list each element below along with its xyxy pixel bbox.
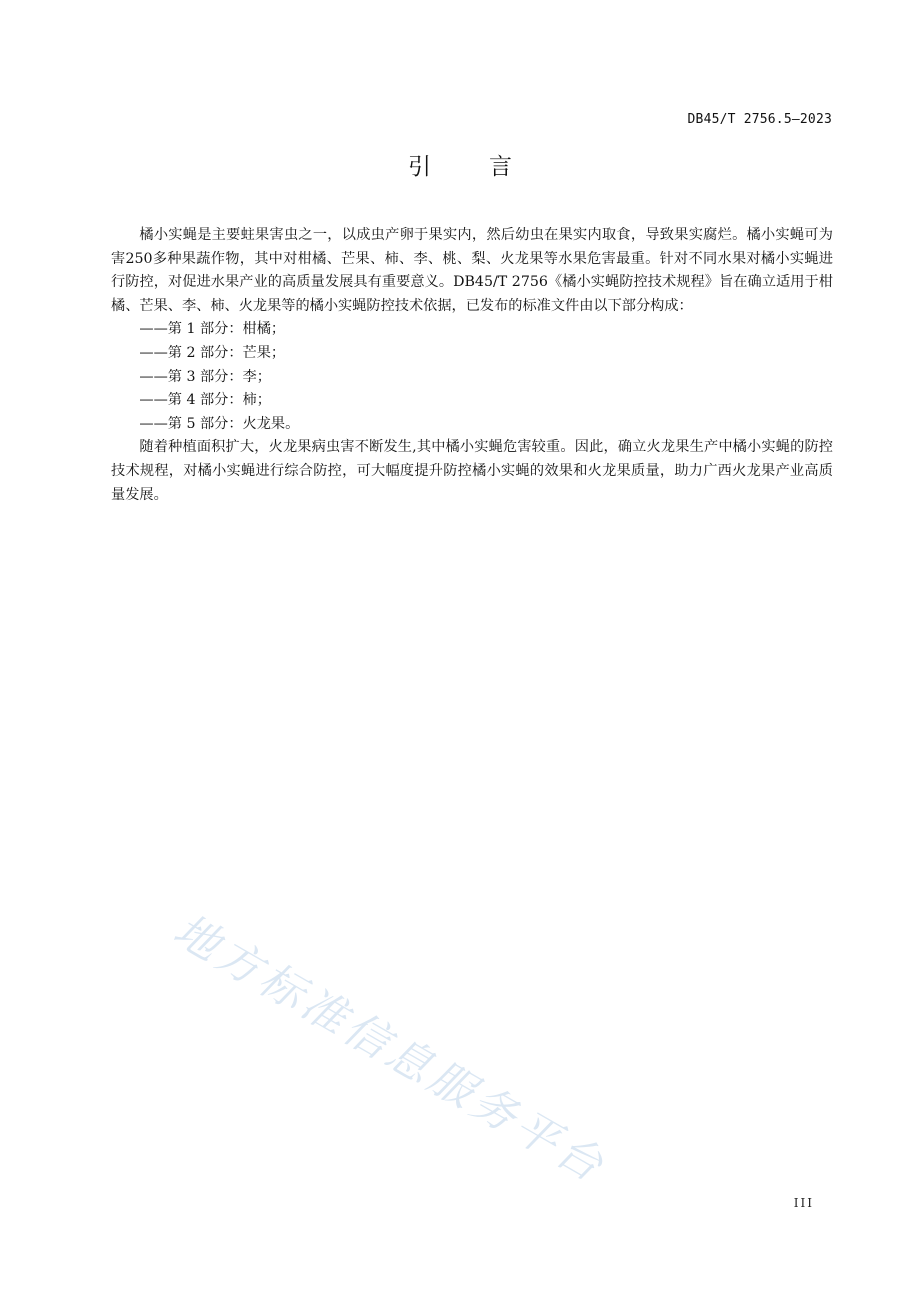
list-item: ——第 4 部分：柿； xyxy=(139,392,271,409)
list-item: ——第 1 部分：柑橘； xyxy=(139,321,286,338)
list-item: ——第 3 部分：李； xyxy=(139,368,271,385)
page-number: III xyxy=(793,1196,814,1210)
parts-list xyxy=(111,318,833,436)
list-item: ——第 5 部分：火龙果。 xyxy=(139,415,300,432)
list-item: ——第 2 部分：芒果； xyxy=(139,344,286,361)
intro-paragraph: 橘小实蝇是主要蛀果害虫之一，以成虫产卵于果实内，然后幼虫在果实内取食，导致果实腐烂。橘小实蝇可为害250多种果蔬作物，其中对柑橘、芒果、柿、李、桃、梨、火龙果等水果危害最重。针对不同水果对橘小实蝇进行防控，对促进水果产业的高质量发展具有重要意义。DB45/T 2756《橘小实蝇防控技术规程》旨在确立适用于柑橘、芒果、李、柿、火龙果等的橘小实蝇防控技术依据，已发布的标准文件由以下部分构成： xyxy=(111,227,833,314)
closing-paragraph: 随着种植面积扩大，火龙果病虫害不断发生,其中橘小实蝇危害较重。因此，确立火龙果生产中橘小实蝇的防控技术规程，对橘小实蝇进行综合防控，可大幅度提升防控橘小实蝇的效果和火龙果质量，助力广西火龙果产业高质量发展。 xyxy=(111,439,833,503)
watermark: 地方标准信息服务平台 xyxy=(165,904,615,1194)
document-body xyxy=(111,224,833,507)
page-title: 引言 xyxy=(408,154,570,180)
document-code: DB45/T 2756.5—2023 xyxy=(687,112,832,127)
